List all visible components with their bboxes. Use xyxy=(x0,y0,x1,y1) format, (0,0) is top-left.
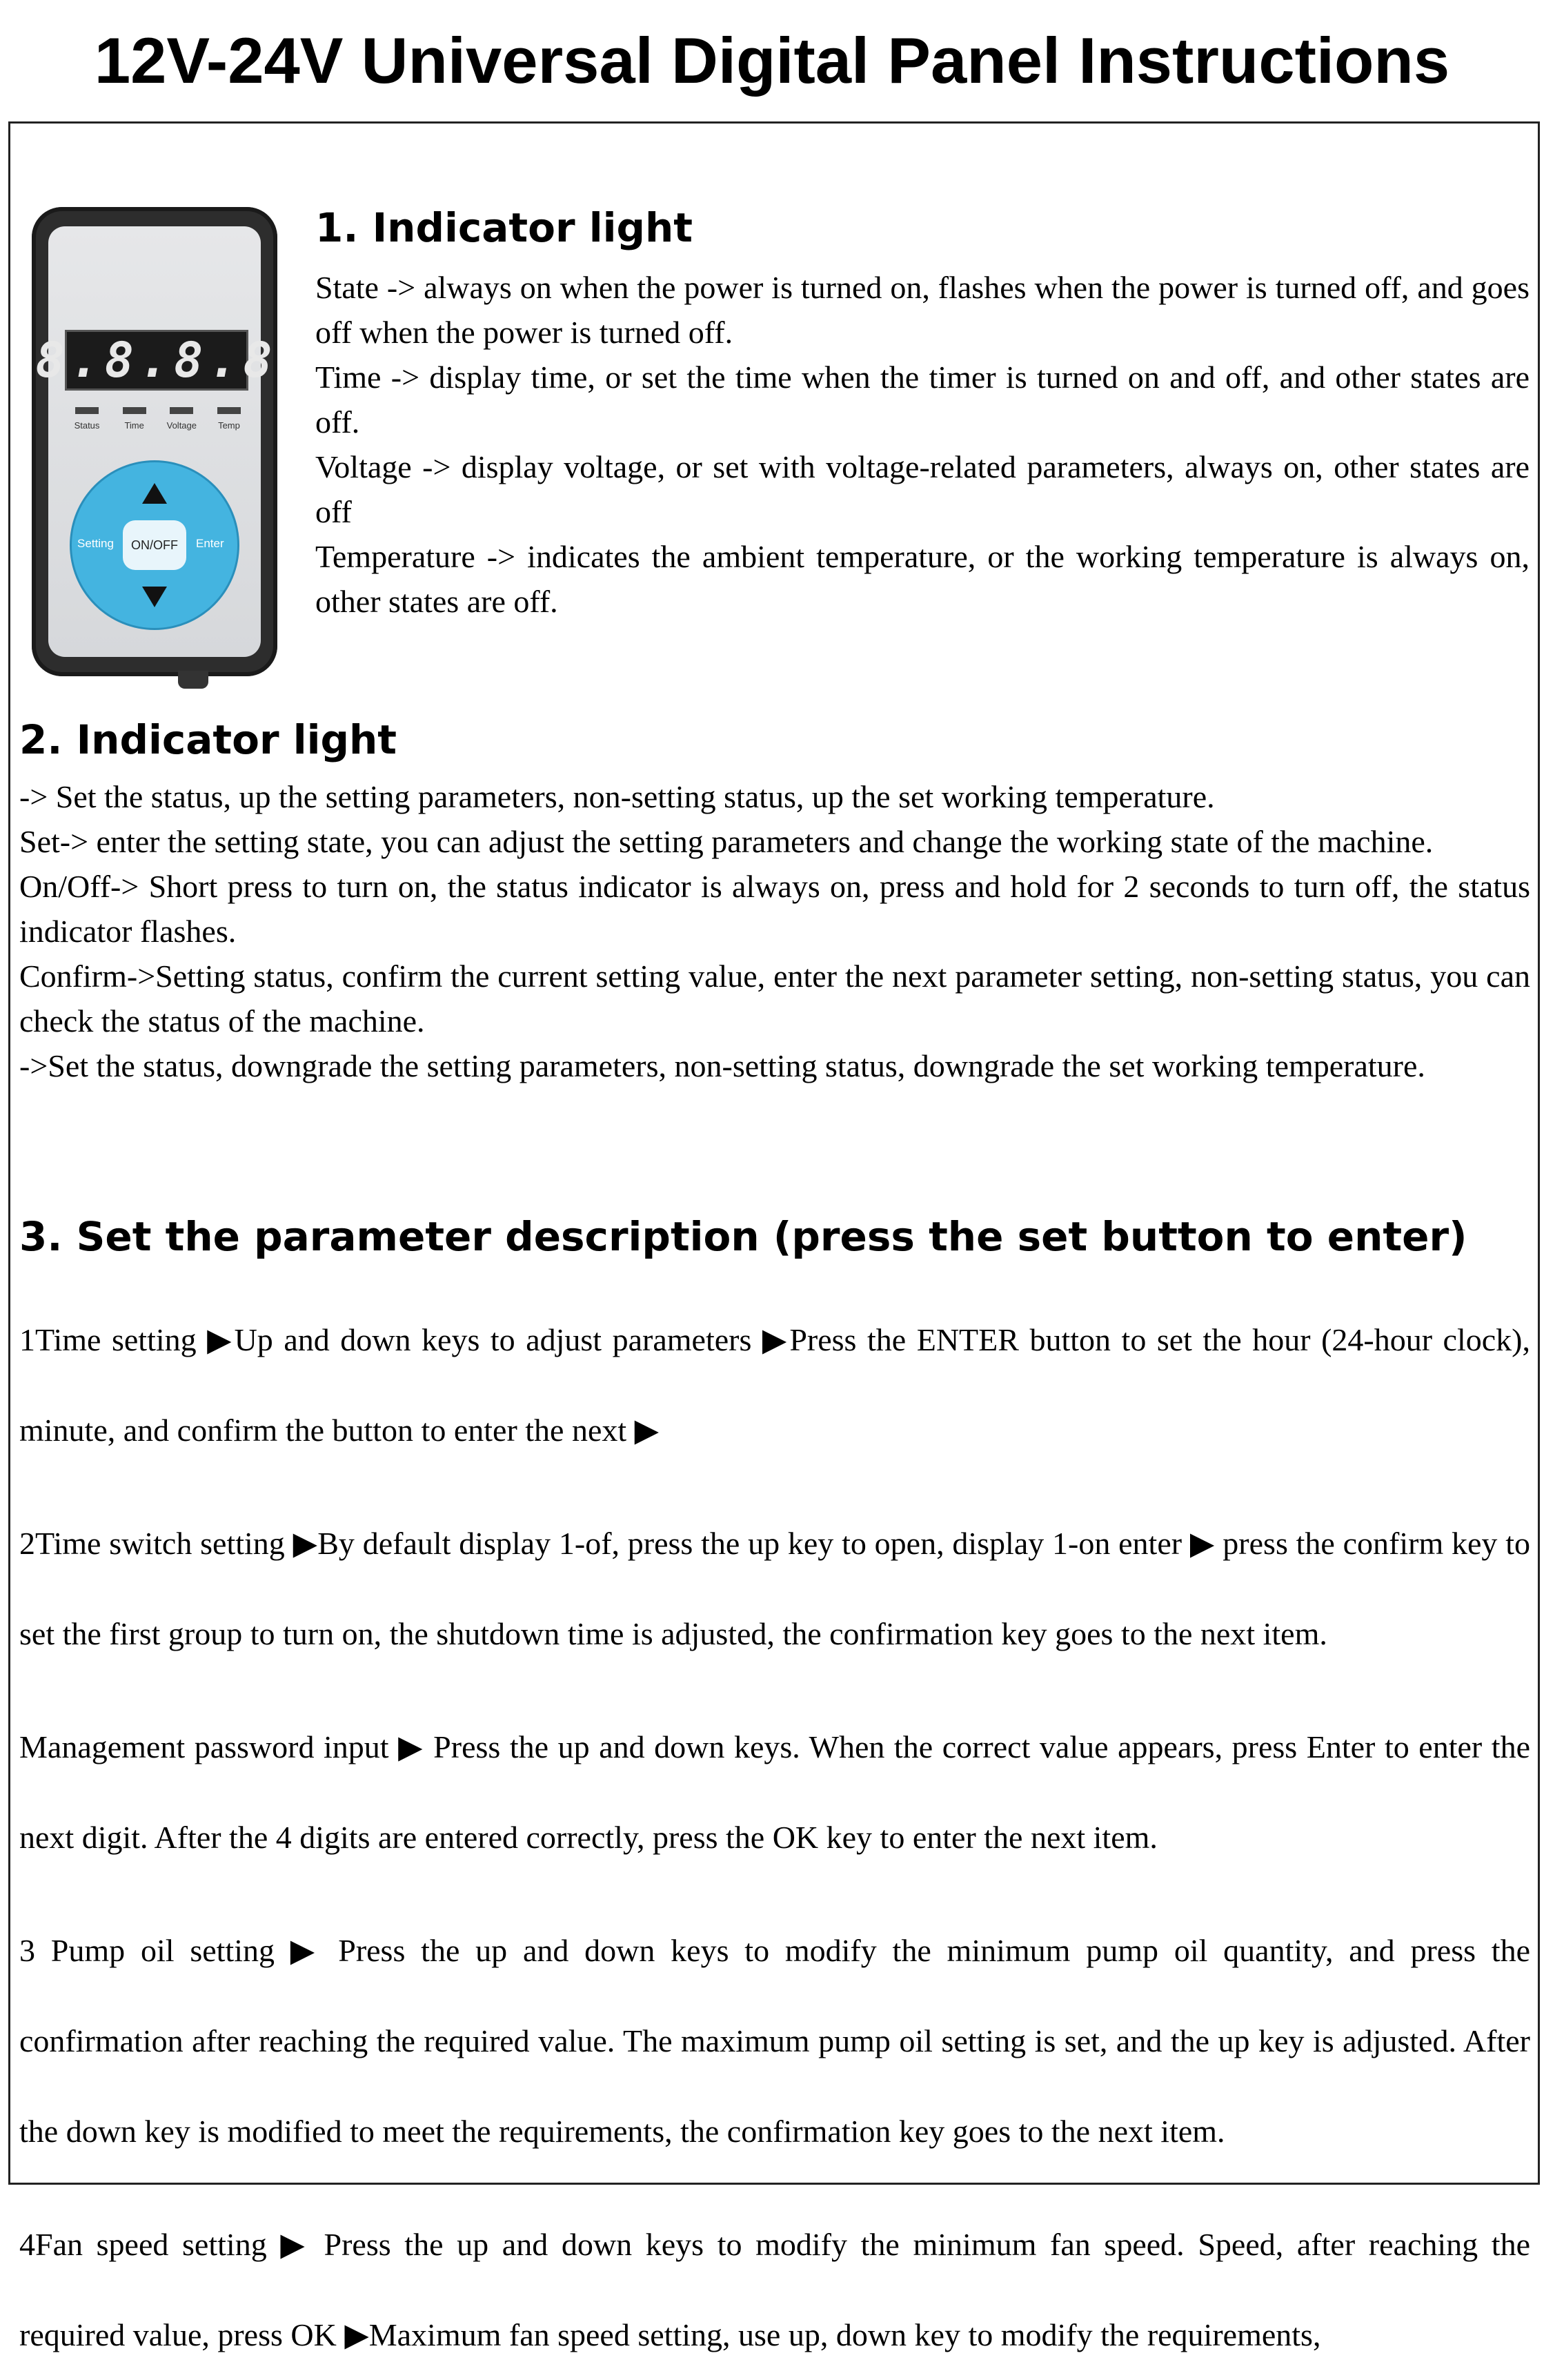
down-arrow-icon xyxy=(142,587,167,607)
paragraph: State -> always on when the power is turned on, flashes when the power is turned off, and goes off when the power is turned off. xyxy=(315,270,1530,350)
led-label: Temp xyxy=(218,420,240,431)
led-status xyxy=(69,407,105,432)
paragraph: 3 Pump oil setting ▶ Press the up and down keys to modify the minimum pump oil quantity, and press the confirmation after reaching the required value. The maximum pump oil setting is set, and the up key is adjusted. After the down key is modified to meet the requirements, the confirmation key goes to the next item. xyxy=(19,1933,1530,2149)
seven-segment-display xyxy=(35,330,278,391)
led-temp xyxy=(211,407,247,432)
device-face xyxy=(35,226,278,657)
paragraph: Temperature -> indicates the ambient temperature, or the working temperature is always on, other states are off. xyxy=(315,539,1530,619)
paragraph: Set-> enter the setting state, you can adjust the setting parameters and change the working state of the machine. xyxy=(19,824,1434,859)
up-arrow-icon xyxy=(142,483,167,504)
paragraph: 4Fan speed setting ▶ Press the up and down keys to modify the minimum fan speed. Speed, after reaching the required value, press OK ▶Maximum fan speed setting, use up, down key to modify the requirements, xyxy=(19,2227,1530,2352)
paragraph: Management password input ▶ Press the up and down keys. When the correct value appears, press Enter to enter the next digit. After the 4 digits are entered correctly, press the OK key to enter the next item. xyxy=(19,1729,1530,1855)
display-digits: 8.8.8.8 xyxy=(35,332,278,389)
indicator-leds xyxy=(69,407,247,432)
paragraph: Time -> display time, or set the time when the timer is turned on and off, and other states are off. xyxy=(315,360,1530,440)
led-voltage xyxy=(164,407,199,432)
device-housing xyxy=(32,207,277,676)
led-label: Time xyxy=(124,420,144,431)
section-heading: 2. Indicator light xyxy=(19,716,397,763)
paragraph: 1Time setting ▶Up and down keys to adjust parameters ▶Press the ENTER button to set the hour (24-hour clock), minute, and confirm the button to enter the next ▶ xyxy=(19,1322,1530,1448)
section-parameter-description xyxy=(19,1209,1530,2380)
digital-panel-image xyxy=(32,207,277,690)
led-label: Status xyxy=(74,420,100,431)
paragraph: 2Time switch setting ▶By default display 1-of, press the up key to open, display 1-on enter ▶ press the confirm key to set the first group to turn on, the shutdown time is adjusted, the confirmation key goes to the next item. xyxy=(19,1526,1530,1651)
led-label: Voltage xyxy=(166,420,197,431)
section-heading: 3. Set the parameter description (press the set button to enter) xyxy=(19,1213,1467,1260)
on-off-button xyxy=(123,520,186,570)
paragraph: Confirm->Setting status, confirm the current setting value, enter the next parameter setting, non-setting status, you can check the status of the machine. xyxy=(19,958,1530,1039)
page-title: 12V-24V Universal Digital Panel Instructions xyxy=(94,24,1450,97)
enter-button-label: Enter xyxy=(196,537,224,550)
paragraph: -> Set the status, up the setting parameters, non-setting status, up the set working temperature. xyxy=(19,779,1215,814)
paragraph: Voltage -> display voltage, or set with voltage-related parameters, always on, other states are off xyxy=(315,449,1530,529)
led-time xyxy=(117,407,152,432)
paragraph: ->Set the status, downgrade the setting parameters, non-setting status, downgrade the set working temperature. xyxy=(19,1048,1425,1083)
button-pad xyxy=(72,462,237,628)
device-cable xyxy=(178,671,208,689)
section-heading: 1. Indicator light xyxy=(315,204,693,251)
paragraph: On/Off-> Short press to turn on, the status indicator is always on, press and hold for 2 seconds to turn off, the status indicator flashes. xyxy=(19,869,1530,949)
on-off-label: ON/OFF xyxy=(131,538,178,552)
section-indicator-light-2 xyxy=(19,712,1530,1088)
section-indicator-light-1 xyxy=(315,200,1530,624)
setting-button-label: Setting xyxy=(77,537,114,550)
